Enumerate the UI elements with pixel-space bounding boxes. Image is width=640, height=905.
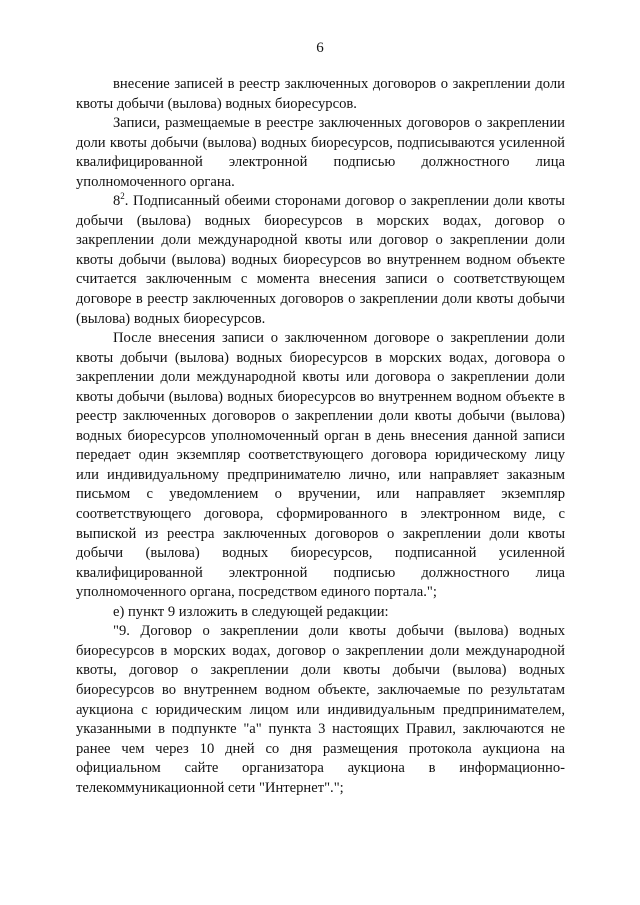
paragraph-clause-8-2 [76, 192, 565, 329]
document-body [76, 75, 565, 798]
paragraph-after-entry: После внесения записи о заключенном договоре о закреплении доли квоты добычи (вылова) водных биоресурсов в морских водах, договора о закреплении доли международной квоты или договора о закреплении доли квоты добычи (вылова) водных биоресурсов во внутреннем водном объекте в реестр заключенных договоров о закреплении доли квоты добычи (вылова) водных биоресурсов уполномоченный орган в день внесения данной записи передает один экземпляр соответствующего договора юридическому лицу или индивидуальному предпринимателю лично, или направляет заказным письмом с уведомлением о вручении, или направляет экземпляр соответствующего договора, сформированного в электронном виде, с выпиской из реестра заключенных договоров о закреплении доли квоты добычи (вылова) водных биоресурсов, подписанной усиленной квалифицированной электронной подписью должностного лица уполномоченного органа, посредством единого портала."; [76, 330, 565, 601]
paragraph-item-e: е) пункт 9 изложить в следующей редакции: [113, 603, 389, 620]
paragraph-clause-9: "9. Договор о закреплении доли квоты добычи (вылова) водных биоресурсов в морских водах, договор о закреплении доли международной квоты, договор о закреплении доли квоты добычи (вылова) водных биоресурсов во внутреннем водном объекте, заключаемые по результатам аукциона с юридическим лицом или индивидуальным предпринимателем, указанными в подпункте "а" пункта 3 настоящих Правил, заключаются не ранее чем через 10 дней со дня размещения протокола аукциона на официальном сайте организатора аукциона в информационно-телекоммуникационной сети "Интернет"."; [76, 623, 565, 796]
paragraph-registry-entry: внесение записей в реестр заключенных договоров о закреплении доли квоты добычи (вылова) водных биоресурсов. [76, 76, 565, 112]
clause-text: . Подписанный обеими сторонами договор о закреплении доли квоты добычи (вылова) водных биоресурсов в морских водах, договор о закреплении доли международной квоты или договор о закреплении доли квоты добычи (вылова) водных биоресурсов во внутреннем водном объекте считается заключенным с момента внесения записи о соответствующем договоре в реестр заключенных договоров о закреплении доли квоты добычи (вылова) водных биоресурсов. [76, 193, 565, 327]
clause-superscript: 2 [120, 191, 125, 202]
paragraph-signature: Записи, размещаемые в реестре заключенных договоров о закреплении доли квоты добычи (вылова) водных биоресурсов, подписываются усиленной квалифицированной электронной подписью должностного лица уполномоченного органа. [76, 115, 565, 190]
clause-number: 8 [113, 193, 121, 210]
page-number: 6 [316, 40, 324, 56]
